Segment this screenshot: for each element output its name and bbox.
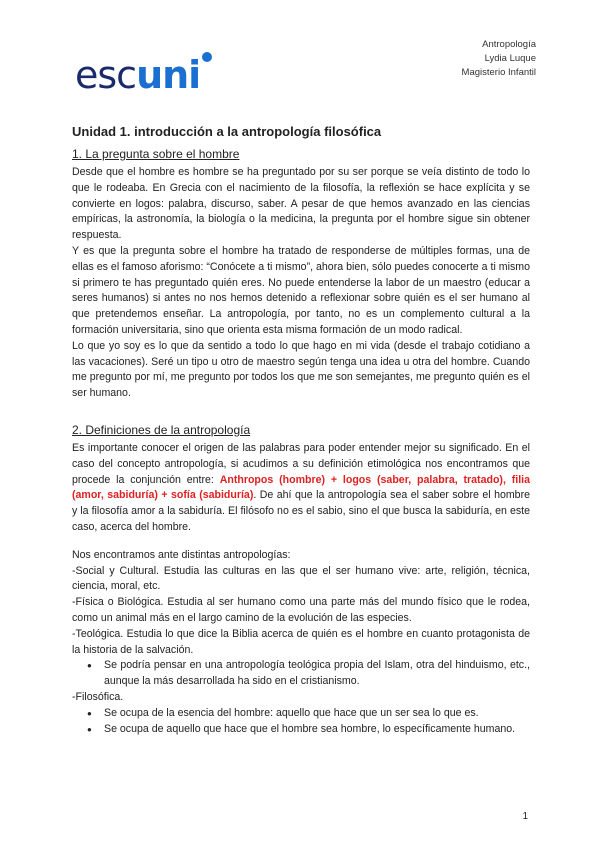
etymology-conclusion: . De ahí que la antropología sea el saber sobre el hombre y la filosofía amor a la sabiduría. El filósofo no es el sabio, sino el que busca la sabiduría, en este caso, acerca del hombre. — [72, 489, 530, 533]
logo-dot-icon — [202, 52, 212, 62]
section-2-paragraph-1 — [72, 441, 530, 536]
etymology-highlight: Anthropos (hombre) + logos (saber, palabra, tratado), filia (amor, sabiduría) + sofía (sabiduría) — [72, 473, 530, 502]
escuni-logo — [75, 54, 200, 96]
anthropologies-intro: Nos encontramos ante distintas antropologías: — [72, 548, 291, 561]
theological-bullet-list — [72, 658, 530, 690]
section-1-paragraph-2: Y es que la pregunta sobre el hombre ha tratado de responderse de múltiples formas, una de ellas es el famoso aforismo: “Conócete a ti mismo”, ahora bien, sólo puedes conocerte a ti mismo si primero te has preguntado quién eres. No puede entenderse la labor de un maestro (educar a seres humanos) si antes no nos hemos detenido a reflexionar sobre quién es el ser humano al que pretendemos enseñar. La antropología, por tanto, no es un complemento cultural a la formación universitaria, sino que orienta esta misma formación de un modo radical. — [72, 244, 530, 336]
etymology-intro: Es importante conocer el origen de las palabras para poder entender mejor su significado. En el caso del concepto antropología, si acudimos a su definición etimológica nos encontramos que procede la conjunción entre: — [72, 441, 530, 486]
section-1-paragraph-1: Desde que el hombre es hombre se ha preguntado por su ser porque se veía distinto de todo lo que le rodeaba. En Grecia con el nacimiento de la filosofía, la reflexión se hace explícita y se convierte en logos: palabra, discurso, saber. A pesar de que hemos avanzado en las ciencias empíricas, la astronomía, la biología o la medicina, la pregunta por el hombre sigue sin obtener respuesta. — [72, 166, 530, 242]
philosophical-bullet-list — [72, 706, 530, 738]
page-number: 1 — [522, 811, 528, 822]
anthropology-social: -Social y Cultural. Estudia las culturas en las que el ser humano vive: arte, religión, técnica, ciencia, moral, etc. — [72, 564, 530, 593]
document-body — [72, 124, 530, 737]
logo-text-esc: esc — [75, 53, 137, 97]
list-item: ● Se ocupa de aquello que hace que el hombre sea hombre, lo específicamente humano. — [104, 722, 530, 738]
list-item: ● Se ocupa de la esencia del hombre: aquello que hace que un ser sea lo que es. — [104, 706, 530, 722]
header-course: Magisterio Infantil — [461, 67, 536, 78]
section-1-heading: 1. La pregunta sobre el hombre — [72, 147, 240, 161]
section-2-heading: 2. Definiciones de la antropología — [72, 422, 251, 437]
anthropology-theological: -Teológica. Estudia lo que dice la Biblia acerca de quién es el hombre en cuanto protagonista de la historia de la salvación. — [72, 627, 530, 656]
header-subject: Antropología — [482, 39, 536, 50]
anthropology-physical: -Física o Biológica. Estudia al ser humano como una parte más del mundo físico que le rodea, como un animal más en el largo camino de la evolución de las especies. — [72, 596, 530, 624]
anthropology-philosophical: -Filosófica. — [72, 690, 124, 703]
list-item: ● Se podría pensar en una antropología teológica propia del Islam, otra del hinduismo, etc., aunque la más desarrollada ha sido en el cristianismo. — [104, 658, 530, 690]
page-title: Unidad 1. introducción a la antropología filosófica — [72, 124, 382, 139]
logo-text-uni: uni — [136, 53, 201, 97]
section-1-paragraph-3: Lo que yo soy es lo que da sentido a todo lo que hago en mi vida (desde el trabajo cotidiano a las vacaciones). Seré un tipo u otro de maestro según tenga una idea u otra del hombre. Cuando me pregunto por mí, me pregunto por todos los que me son semejantes, me pregunto quién es el ser humano. — [72, 339, 530, 400]
header-author: Lydia Luque — [484, 53, 536, 64]
document-header-info — [462, 38, 536, 80]
